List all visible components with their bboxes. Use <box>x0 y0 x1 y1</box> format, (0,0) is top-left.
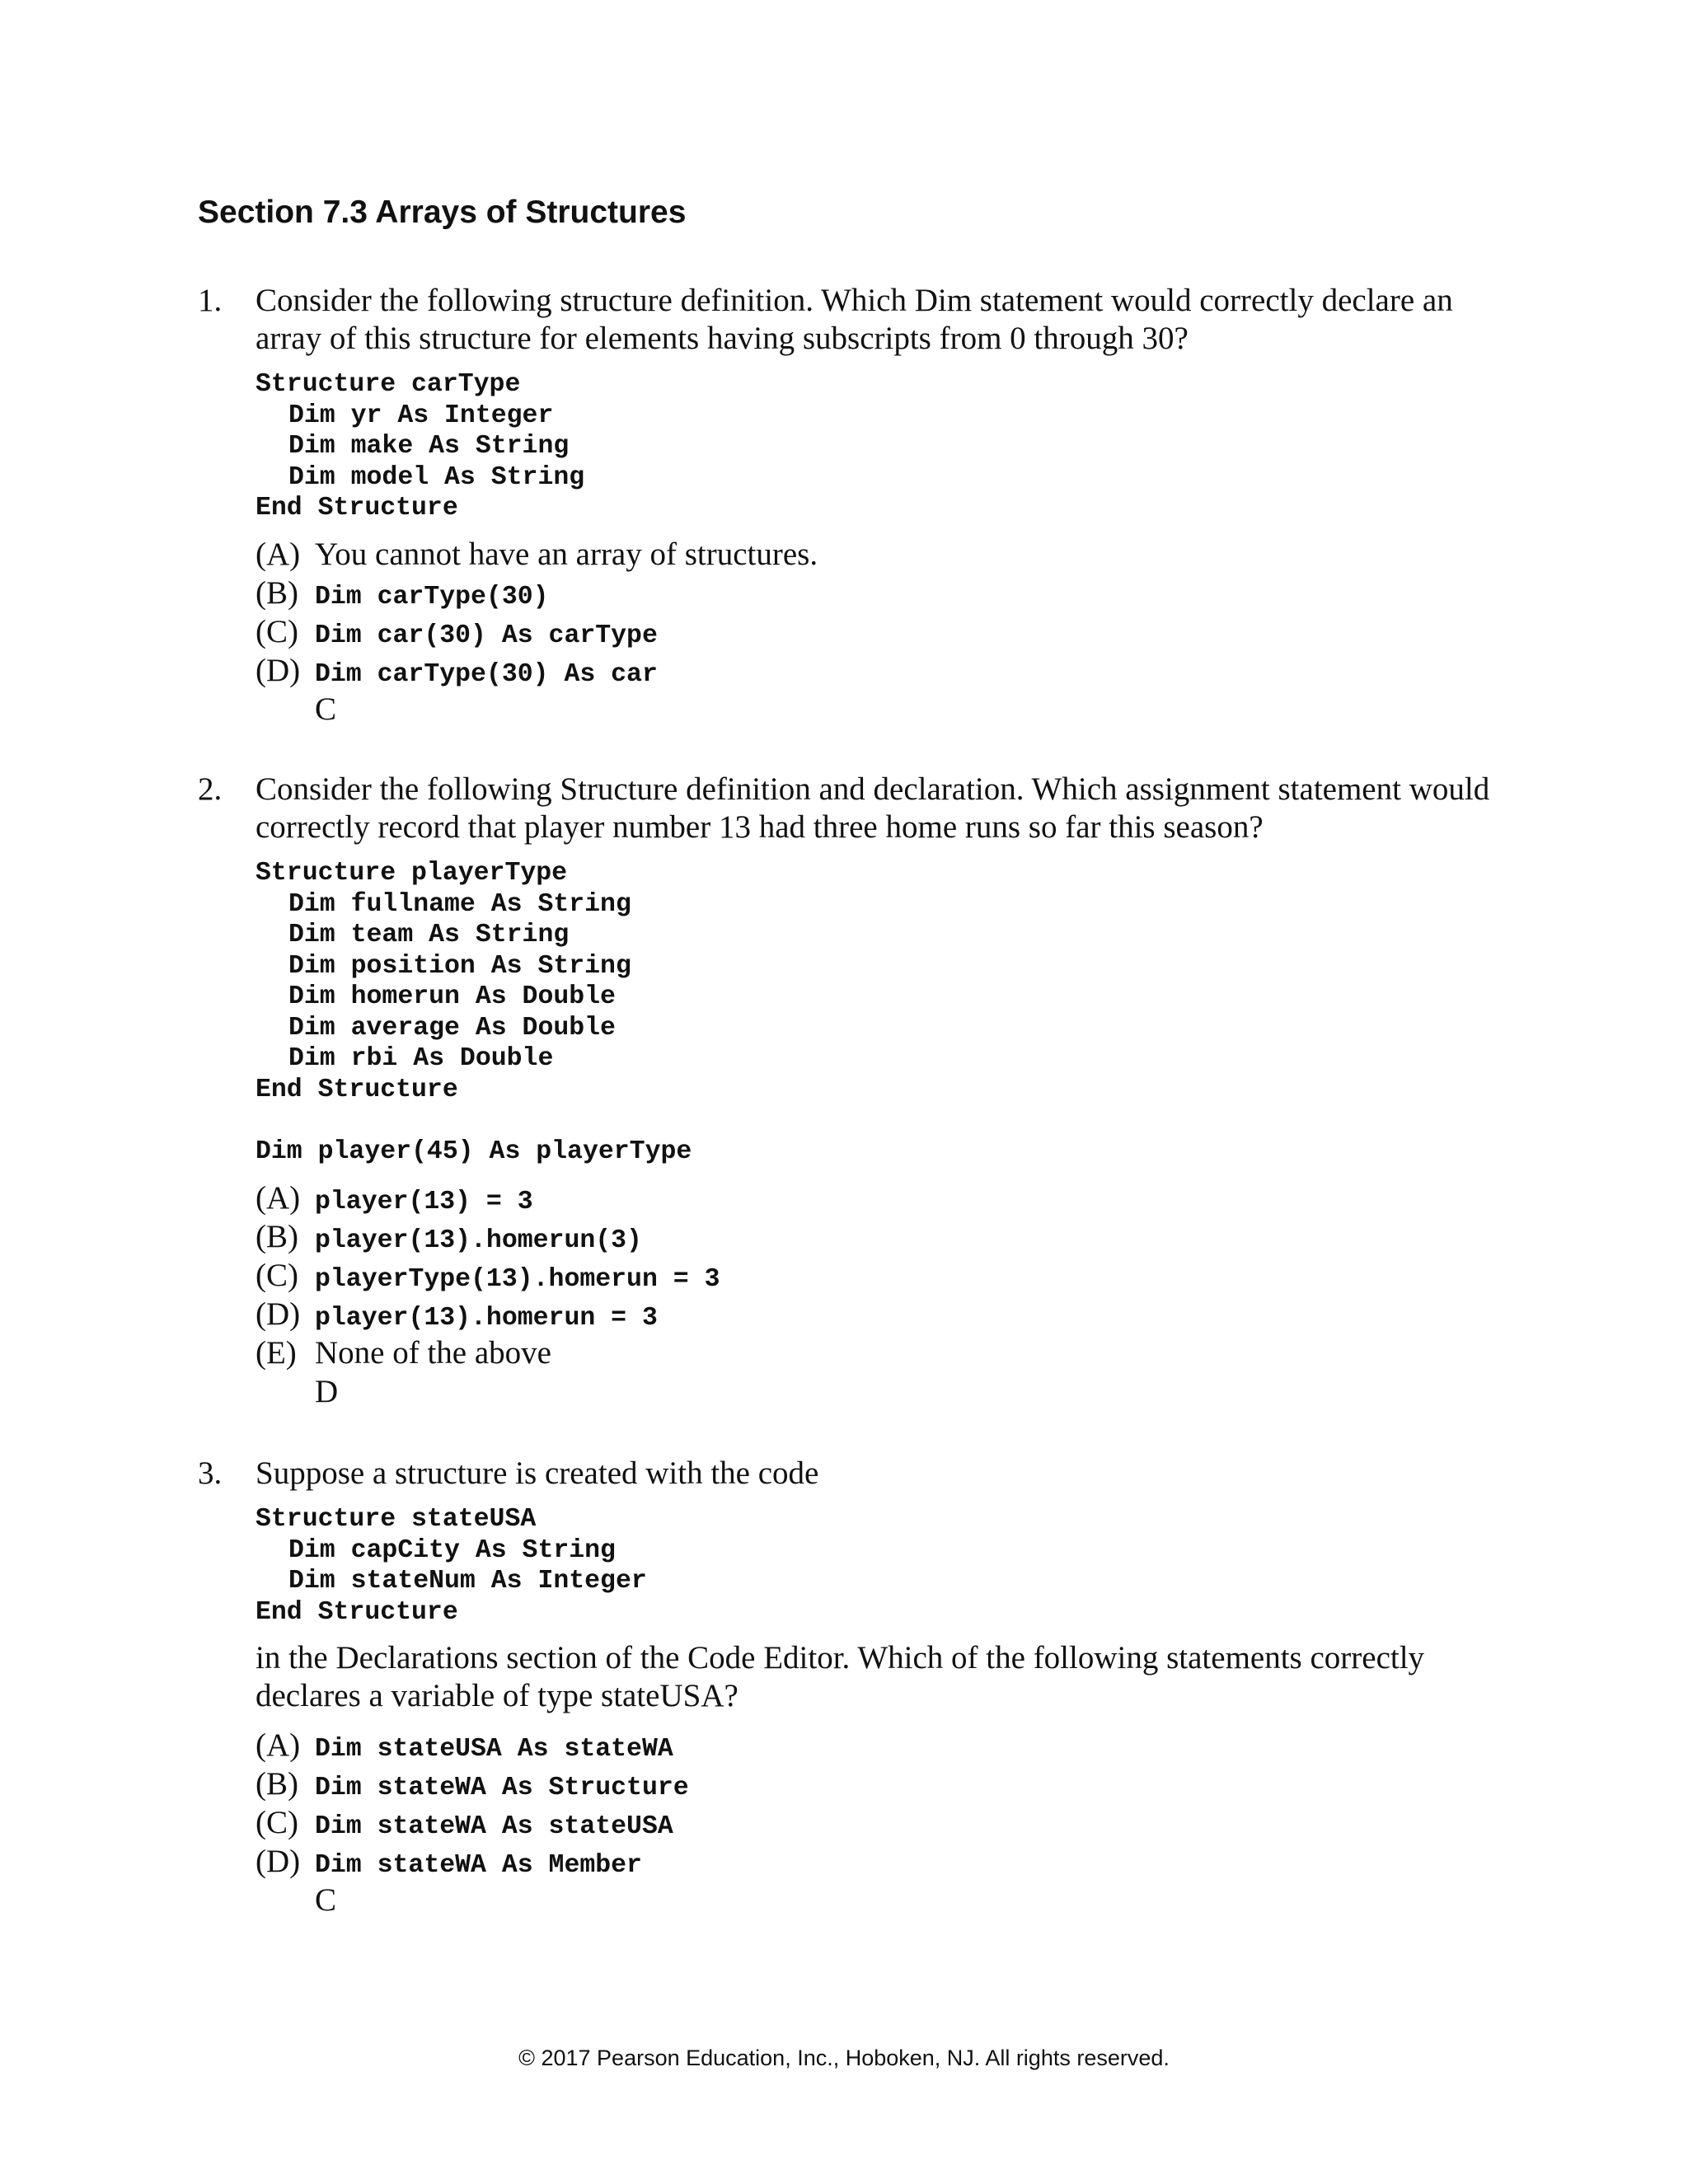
choice-letter: (B) <box>256 1766 298 1802</box>
choice-b <box>256 1218 1500 1257</box>
choice-b <box>256 1765 1500 1804</box>
choice-b <box>256 574 1500 613</box>
question-number: 2. <box>198 771 223 807</box>
code-line: Dim stateNum As Integer <box>288 1567 647 1596</box>
choice-a <box>256 536 1500 574</box>
choice-letter: (D) <box>256 652 301 688</box>
question-2 <box>198 771 1500 1411</box>
choice-text: playerType(13).homerun = 3 <box>315 1264 720 1294</box>
choice-c <box>256 1257 1500 1296</box>
choice-a <box>256 1727 1500 1765</box>
choice-letter: (D) <box>256 1296 301 1332</box>
code-line: Dim yr As Integer <box>288 401 554 430</box>
code-block <box>256 858 1500 1168</box>
choice-text: Dim stateWA As Structure <box>315 1774 689 1802</box>
choice-letter: (C) <box>256 1805 298 1840</box>
choice-text: Dim stateWA As stateUSA <box>315 1812 673 1841</box>
answer-choices <box>256 1179 1500 1373</box>
choice-text: Dim stateUSA As stateWA <box>315 1735 673 1764</box>
choice-letter: (B) <box>256 1218 298 1254</box>
code-line: End Structure <box>256 1597 458 1627</box>
question-text: Suppose a structure is created with the code <box>256 1455 819 1491</box>
code-line: Dim team As String <box>288 921 570 949</box>
choice-letter: (A) <box>256 536 301 572</box>
code-line: End Structure <box>256 1075 458 1104</box>
question-3 <box>198 1455 1500 1919</box>
choice-text: None of the above <box>315 1334 551 1371</box>
question-text: Consider the following structure definition. Which Dim statement would correctly declare an array of this structure for elements having subscripts from 0 through 30? <box>256 283 1453 356</box>
choice-c <box>256 613 1500 652</box>
correct-answer: D <box>315 1373 339 1409</box>
choice-text: player(13) = 3 <box>315 1187 533 1216</box>
code-line: Dim fullname As String <box>288 889 631 919</box>
code-line: Dim rbi As Double <box>288 1044 554 1073</box>
choice-d <box>256 1296 1500 1334</box>
code-line: Dim homerun As Double <box>288 982 616 1011</box>
choice-text: player(13).homerun(3) <box>315 1226 642 1255</box>
choice-letter: (D) <box>256 1844 301 1879</box>
choice-d <box>256 652 1500 691</box>
code-line: Structure playerType <box>256 859 568 888</box>
choice-c <box>256 1804 1500 1843</box>
answer-choices <box>256 536 1500 691</box>
choice-e <box>256 1334 1500 1373</box>
choice-letter: (A) <box>256 1727 301 1763</box>
choice-text: Dim stateWA As Member <box>315 1851 642 1880</box>
declaration-line: Dim player(45) As playerType <box>256 1137 692 1166</box>
choice-letter: (B) <box>256 574 298 611</box>
code-line: Dim capCity As String <box>288 1535 616 1565</box>
code-line: Dim average As Double <box>288 1013 616 1043</box>
code-line: Structure stateUSA <box>256 1505 537 1534</box>
code-line: Dim model As String <box>288 462 585 492</box>
choice-text: player(13).homerun = 3 <box>315 1303 658 1333</box>
choice-letter: (C) <box>256 1257 298 1293</box>
question-text-continued: in the Declarations section of the Code Editor. Which of the following statements correctly declares a variable of type stateUSA? <box>256 1640 1425 1713</box>
choice-d <box>256 1843 1500 1882</box>
choice-text: You cannot have an array of structures. <box>315 536 818 572</box>
section-title: Section 7.3 Arrays of Structures <box>198 194 687 230</box>
correct-answer: C <box>315 1882 337 1918</box>
choice-letter: (A) <box>256 1179 301 1216</box>
question-number: 1. <box>198 283 223 318</box>
code-block <box>256 1504 1500 1628</box>
code-line: Dim position As String <box>288 951 631 981</box>
question-number: 3. <box>198 1455 223 1491</box>
code-line: Structure carType <box>256 370 521 399</box>
choice-letter: (E) <box>256 1334 297 1371</box>
choice-text: Dim carType(30) <box>315 582 549 612</box>
choice-a <box>256 1179 1500 1218</box>
code-line: Dim make As String <box>288 432 570 461</box>
correct-answer: C <box>315 691 337 727</box>
answer-choices <box>256 1727 1500 1882</box>
question-1 <box>198 282 1500 729</box>
choice-text: Dim carType(30) As car <box>315 659 658 689</box>
question-text: Consider the following Structure definition and declaration. Which assignment statement would correctly record that player number 13 had three home runs so far this season? <box>256 771 1490 845</box>
code-line: End Structure <box>256 494 458 523</box>
code-block <box>256 369 1500 524</box>
choice-text: Dim car(30) As carType <box>315 621 658 650</box>
choice-letter: (C) <box>256 613 298 649</box>
copyright-footer: © 2017 Pearson Education, Inc., Hoboken, NJ. All rights reserved. <box>518 2046 1170 2070</box>
